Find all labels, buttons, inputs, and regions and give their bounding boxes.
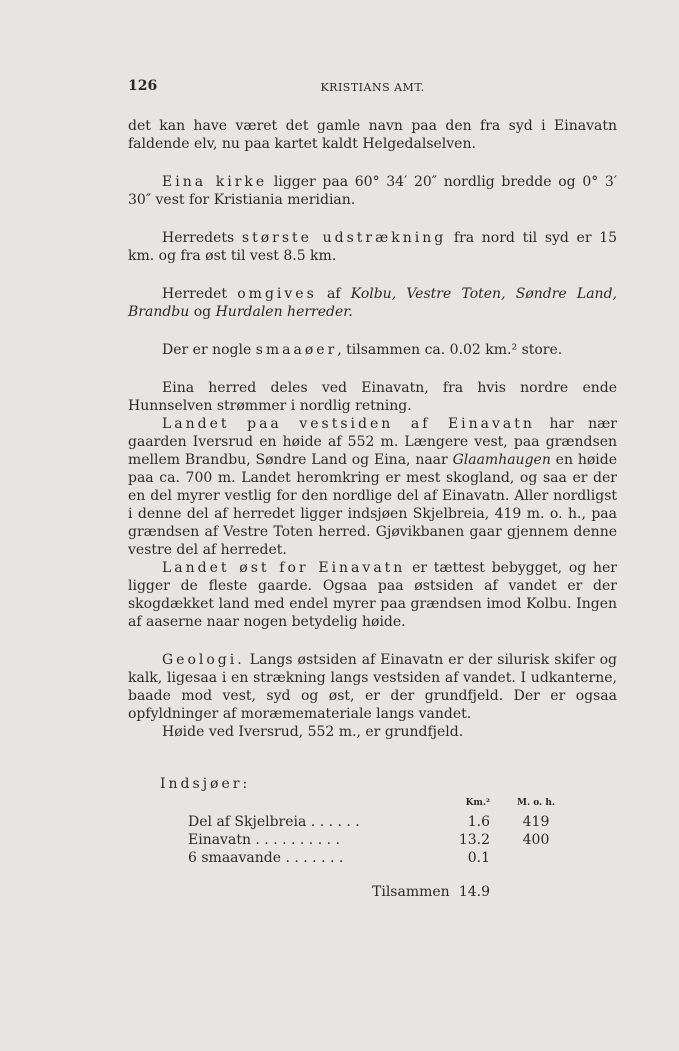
lake-name: Einavatn . . . . . . . . . . — [188, 832, 340, 848]
total-label: Tilsammen — [372, 884, 450, 900]
lake-name: 6 smaavande . . . . . . . — [188, 850, 344, 866]
paragraph-text: fra nord til syd er 15 km. og fra øst til vest 8.5 km. — [128, 230, 618, 264]
lake-name: Del af Skjelbreia . . . . . . — [188, 814, 360, 830]
spaced-term: største udstrækning — [241, 230, 447, 246]
paragraph-kirke — [128, 173, 617, 209]
total-value: 14.9 — [458, 884, 490, 900]
paragraph-text: er tættest bebygget, og her ligger de fleste gaarde. Ogsaa paa østsiden af vandet er der skogdækket land med endel myrer paa grændsen imod Kolbu. Ingen af aaserne naar nogen betydelig høide. — [128, 560, 617, 630]
spaced-term: Landet paa vestsiden af Einavatn — [162, 416, 535, 432]
spaced-term: omgives — [237, 286, 317, 302]
lake-area: 13.2 — [458, 832, 490, 848]
lake-height: 400 — [522, 832, 550, 848]
paragraph-extent — [128, 229, 617, 265]
spaced-term: Landet øst for Einavatn — [162, 560, 406, 576]
paragraph-iversrud: Høide ved Iversrud, 552 m., er grundfjeld. — [162, 724, 464, 740]
running-title: KRISTIANS AMT. — [320, 81, 425, 94]
page-header — [128, 78, 617, 98]
lake-height: 419 — [522, 814, 550, 830]
paragraph-text: Herredets — [162, 230, 242, 246]
paragraph-geology — [128, 651, 617, 723]
italic-names: Glaamhaugen — [452, 452, 551, 468]
paragraph-text: ligger paa 60° 34′ 20″ nordlig bredde og 0° 3′ 30″ vest for Kristiania meridian. — [128, 174, 618, 208]
lake-area: 0.1 — [467, 850, 490, 866]
paragraph-text: og — [189, 304, 216, 320]
paragraph-text: har nær gaarden Iversrud en høide af 552 m. Længere vest, paa grændsen mellem Brandbu, Søndre Land og Eina, naar — [128, 416, 617, 468]
paragraph-text: en høide paa ca. 700 m. Landet heromkring er mest skogland, og saa er der en del myrer vestlig for den nordlige del af Einavatn. Aller nordligst i denne del af herredet ligger indsjøen Skjelbreia, 419 m. o. h., paa grændsen af Vestre Toten herred. Gjøvikbanen gaar gjennem denne vestre del af herredet. — [128, 452, 617, 558]
paragraph-division: Eina herred deles ved Einavatn, fra hvis nordre ende Hunnselven strømmer i nordlig retning. — [128, 380, 617, 414]
paragraph-text: Der er nogle — [162, 342, 256, 358]
paragraph-text: , tilsammen ca. 0.02 km.² store. — [337, 342, 563, 358]
spaced-term: smaaøer — [255, 342, 338, 358]
column-header-height: M. o. h. — [516, 798, 556, 808]
text-body — [128, 117, 617, 741]
paragraph-islands — [128, 341, 617, 359]
page-number: 126 — [128, 78, 158, 94]
italic-names: Hurdalen herreder. — [215, 304, 353, 320]
paragraph-text: Herredet — [162, 286, 238, 302]
spaced-term: Eina kirke — [162, 174, 268, 190]
lakes-label: Indsjøer: — [160, 776, 251, 792]
paragraph-helgedalselven: det kan have været det gamle navn paa den fra syd i Einavatn faldende elv, nu paa kartet kaldt Helgedalselven. — [128, 118, 617, 152]
lake-area: 1.6 — [467, 814, 490, 830]
italic-names: Kolbu, Vestre Toten, Søndre Land, Brandbu — [128, 286, 617, 320]
paragraph-text: af — [316, 286, 351, 302]
column-header-area: Km.² — [465, 798, 490, 808]
paragraph-text: Langs østsiden af Einavatn er der silurisk skifer og kalk, ligesaa i en strækning langs vestsiden af vandet. I udkanterne, baade mod vest, syd og øst, er der grundfjeld. Der er ogsaa opfyldninger af moræmemateriale langs vandet. — [128, 652, 617, 722]
spaced-term: Geologi. — [162, 652, 245, 668]
paragraph-east-side — [128, 559, 617, 631]
paragraph-west-side — [128, 415, 617, 559]
paragraph-borders — [128, 285, 617, 321]
